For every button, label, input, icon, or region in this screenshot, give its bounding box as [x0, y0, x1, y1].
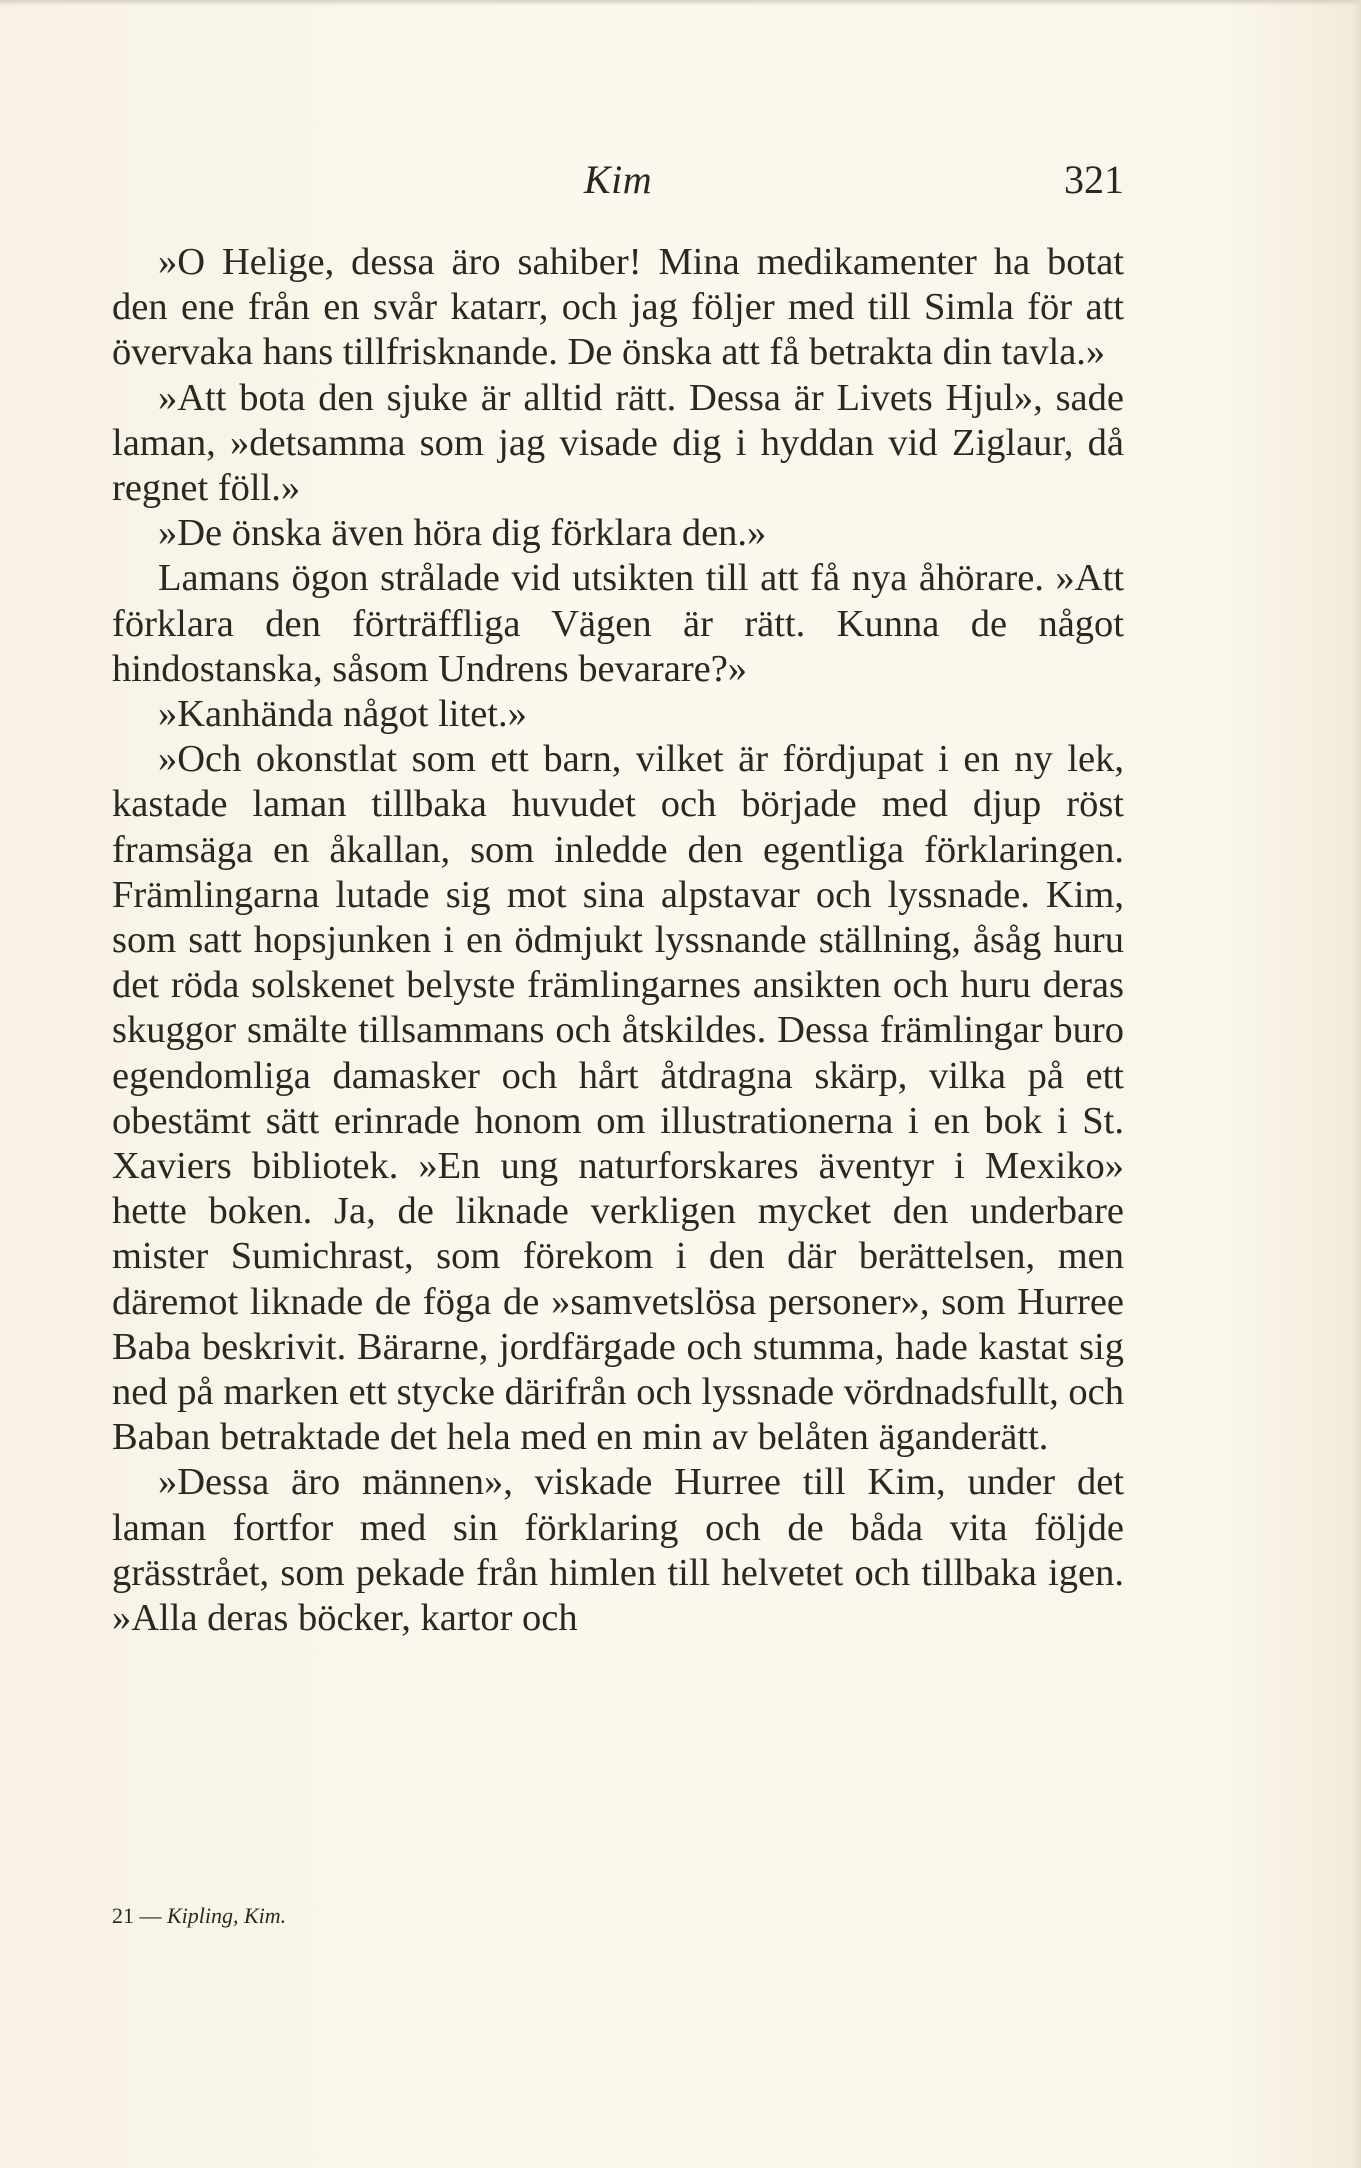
page-right-edge	[1351, 0, 1361, 2168]
signature-number: 21 —	[112, 1903, 162, 1928]
paragraph: »Dessa äro männen», viskade Hurree till Kim, under det laman fortfor med sin förklaring och de båda vita följde grässtrået, som pekade från himlen till helvetet och tillbaka igen. »Alla deras böcker, kartor och	[112, 1461, 1124, 1640]
page-top-edge	[0, 0, 1361, 6]
paragraph: »Kanhända något litet.»	[158, 693, 527, 736]
page-body	[112, 240, 1124, 1641]
paragraph: »Och okonstlat som ett barn, vilket är fördjupat i en ny lek, kastade laman tillbaka huvudet och började med djup röst framsäga en åkallan, som inledde den egentliga förklaringen. Främlingarna lutade sig mot sina alpstavar och lyssnade. Kim, som satt hopsjunken i en ödmjukt lyssnande ställning, åsåg huru det röda solskenet belyste främlingarnes ansikten och huru deras skuggor smälte tillsammans och åtskildes. Dessa främlingar buro egendomliga damasker och hårt åtdragna skärp, vilka på ett obestämt sätt erinrade honom om illustrationerna i en bok i St. Xaviers bibliotek. »En ung naturforskares äventyr i Mexiko» hette boken. Ja, de liknade verkligen mycket den underbare mister Sumichrast, som förekom i den där berättelsen, men däremot liknade de föga de »samvetslösa personer», som Hurree Baba beskrivit. Bärarne, jordfärgade och stumma, hade kastat sig ned på marken ett stycke därifrån och lyssnade vördnadsfullt, och Baban betraktade det hela med en min av belåten äganderätt.	[112, 738, 1124, 1459]
running-header	[112, 156, 1124, 216]
signature-mark	[112, 1903, 286, 1929]
paragraph: »O Helige, dessa äro sahiber! Mina medikamenter ha botat den ene från en svår katarr, och jag följer med till Simla för att övervaka hans tillfrisknande. De önska att få betrakta din tavla.»	[112, 241, 1124, 374]
paragraph: »De önska även höra dig förklara den.»	[158, 512, 767, 555]
page-number: 321	[1064, 157, 1124, 202]
signature-text: Kipling, Kim.	[167, 1903, 287, 1928]
paragraph: »Att bota den sjuke är alltid rätt. Dessa är Livets Hjul», sade laman, »detsamma som jag visade dig i hyddan vid Ziglaur, då regnet föll.»	[112, 376, 1124, 510]
running-title: Kim	[583, 157, 653, 202]
paragraph: Lamans ögon strålade vid utsikten till att få nya åhörare. »Att förklara den förträffliga Vägen är rätt. Kunna de något hindostanska, såsom Undrens bevarare?»	[112, 557, 1124, 690]
